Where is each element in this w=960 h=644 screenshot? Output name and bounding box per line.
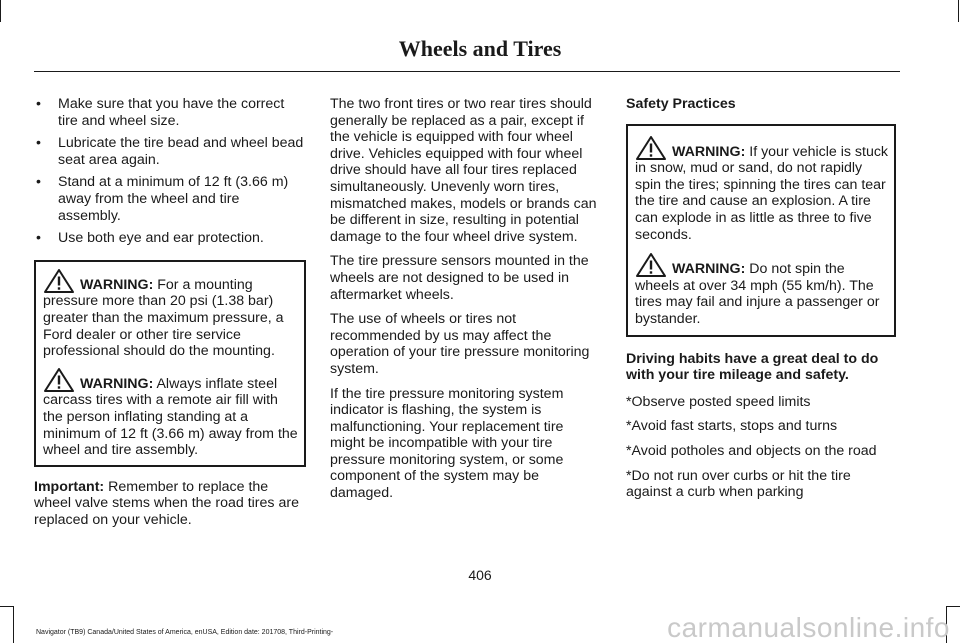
crop-mark (0, 0, 1, 1)
warning-text: Do not spin the wheels at over 34 mph (55 km/h). The tires may fail and injure a passenger or bystander. (635, 261, 880, 327)
warning-text: Always inflate steel carcass tires with a remote air fill with the person inflating standing at a minimum of 12 ft (3.66 m) away from the wheel and tire assembly. (43, 375, 298, 459)
warning-box (34, 260, 306, 467)
crop-mark (947, 606, 960, 607)
list-item: • Stand at a minimum of 12 ft (3.66 m) away from the wheel and tire assembly. (36, 174, 289, 224)
paragraph: The two front tires or two rear tires should generally be replaced as a pair, except if the vehicle is equipped with four wheel drive. Vehicles equipped with four wheel drive should have all four tires replaced simultaneously. Unevenly worn tires, mismatched makes, models or brands can be different in size, resulting in potential damage to the four wheel drive system. (330, 96, 597, 245)
warning-triangle-icon (635, 252, 667, 278)
warning-triangle-icon (635, 135, 667, 161)
warning-block (43, 376, 299, 459)
bullet-icon: • (36, 135, 41, 152)
crop-mark (958, 0, 959, 22)
crop-mark (0, 0, 1, 22)
column-3 (626, 96, 896, 509)
tip-item: *Avoid potholes and objects on the road (626, 442, 877, 459)
header-rule (34, 71, 900, 72)
warning-text: For a mounting pressure more than 20 psi (1.38 bar) greater than the maximum pressure, a Ford dealer or other tire service professional should do the mounting. (43, 276, 284, 360)
column-2 (330, 96, 602, 510)
page-number: 406 (468, 567, 492, 583)
list-item: • Make sure that you have the correct tire and wheel size. (36, 96, 285, 129)
warning-triangle-icon (43, 268, 75, 294)
warning-text: If your vehicle is stuck in snow, mud or sand, do not rapidly spin the tires; spinning the tires can tear the tire and cause an explosion. A tire can explode in as little as three to five seconds. (635, 143, 889, 243)
habits-heading: Driving habits have a great deal to do with your tire mileage and safety. (626, 350, 879, 384)
tip-item: *Do not run over curbs or hit the tire against a curb when parking (626, 467, 851, 501)
warning-box (626, 124, 896, 337)
bullet-list (34, 96, 306, 247)
column-1 (34, 96, 306, 536)
tip-item: *Observe posted speed limits (626, 393, 811, 410)
section-heading: Safety Practices (626, 96, 736, 112)
edition-info: Navigator (TB9) Canada/United States of America, enUSA, Edition date: 201708, Third-Printing- (36, 629, 334, 636)
page-title: Wheels and Tires (398, 36, 562, 61)
list-item: • Lubricate the tire bead and wheel bead seat area again. (36, 135, 304, 168)
warning-block (635, 261, 889, 327)
warning-label: WARNING: (80, 375, 154, 392)
paragraph: If the tire pressure monitoring system indicator is flashing, the system is malfunctioning. Your replacement tire might be incompatible with your tire pressure monitoring system, or some component of the system may be damaged. (330, 385, 564, 502)
watermark: carmanualsonline.info (667, 612, 950, 643)
bullet-icon: • (36, 174, 41, 191)
bullet-icon: • (36, 96, 41, 112)
warning-label: WARNING: (672, 261, 746, 278)
crop-mark (13, 606, 14, 643)
crop-mark (0, 606, 13, 607)
list-item: • Use both eye and ear protection. (36, 230, 264, 247)
warning-block (43, 277, 299, 360)
paragraph: The tire pressure sensors mounted in the wheels are not designed to be used in aftermarket wheels. (330, 253, 589, 303)
important-note: Important: Remember to replace the wheel valve stems when the road tires are replaced on your vehicle. (34, 478, 299, 528)
tip-item: *Avoid fast starts, stops and turns (626, 418, 838, 435)
bullet-icon: • (36, 230, 41, 247)
warning-label: WARNING: (80, 276, 154, 293)
warning-triangle-icon (43, 367, 75, 393)
warning-block (635, 144, 889, 244)
paragraph: The use of wheels or tires not recommended by us may affect the operation of your tire pressure monitoring system. (330, 311, 590, 377)
warning-label: WARNING: (672, 143, 746, 160)
